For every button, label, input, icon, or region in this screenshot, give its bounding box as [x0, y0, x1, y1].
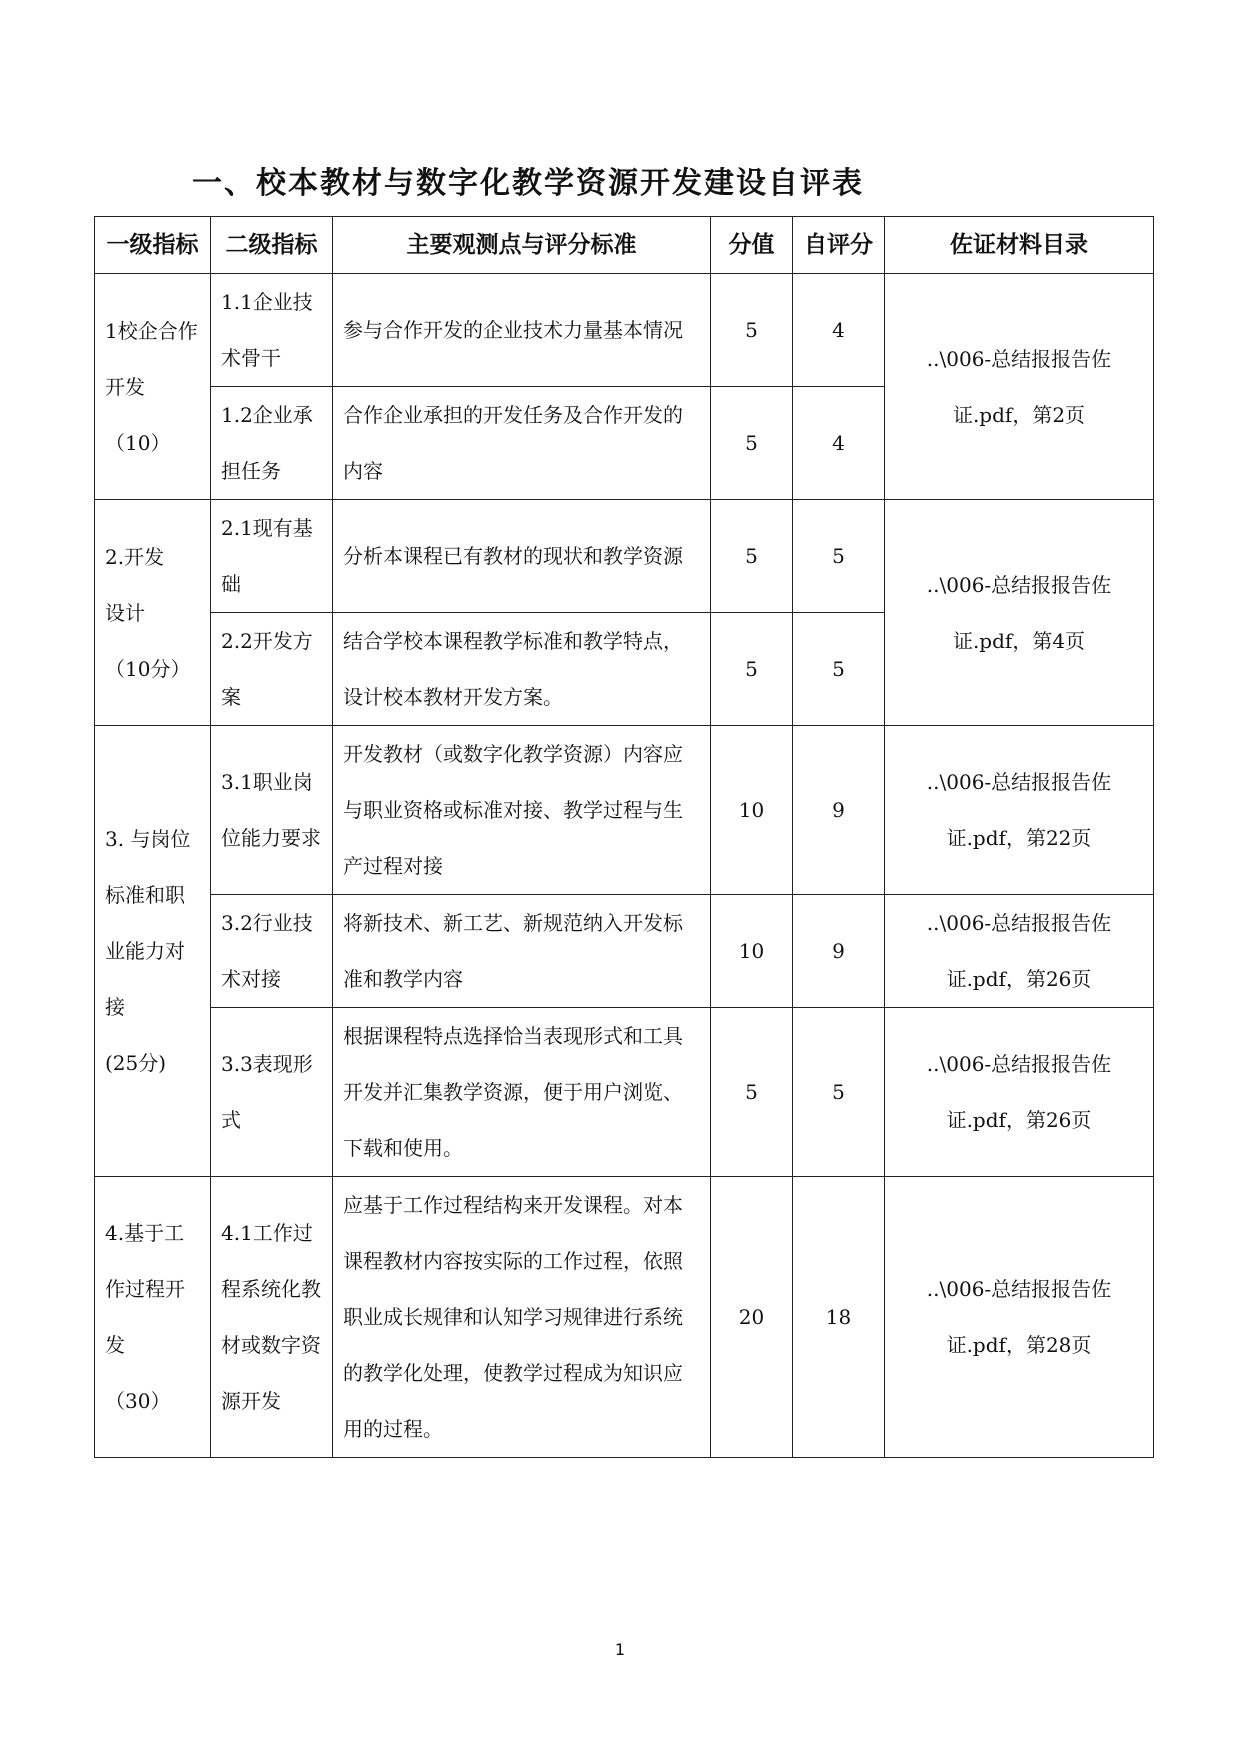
self-score-cell: 9 [793, 726, 885, 895]
self-score-cell: 5 [793, 613, 885, 726]
score-cell: 5 [711, 387, 793, 500]
self-evaluation-table [94, 216, 1154, 1458]
criteria-cell: 参与合作开发的企业技术力量基本情况 [333, 274, 711, 387]
evidence-link[interactable]: ..\006-总结报报告佐 证.pdf，第4页 [885, 500, 1154, 726]
level2-indicator: 3.1职业岗 位能力要求 [211, 726, 333, 895]
self-score-cell: 18 [793, 1177, 885, 1458]
table-header-row [95, 217, 1154, 274]
header-criteria: 主要观测点与评分标准 [333, 217, 711, 274]
level1-indicator: 1校企合作 开发（10） [95, 274, 211, 500]
header-self-score: 自评分 [793, 217, 885, 274]
table-row [95, 895, 1154, 1008]
table-row [95, 726, 1154, 895]
criteria-cell: 开发教材（或数字化教学资源）内容应 与职业资格或标准对接、教学过程与生 产过程对接 [333, 726, 711, 895]
criteria-cell: 将新技术、新工艺、新规范纳入开发标 准和教学内容 [333, 895, 711, 1008]
header-evidence: 佐证材料目录 [885, 217, 1154, 274]
criteria-cell: 根据课程特点选择恰当表现形式和工具 开发并汇集教学资源，便于用户浏览、 下载和使用。 [333, 1008, 711, 1177]
evidence-link[interactable]: ..\006-总结报报告佐 证.pdf，第28页 [885, 1177, 1154, 1458]
header-level1: 一级指标 [95, 217, 211, 274]
self-score-cell: 4 [793, 387, 885, 500]
score-cell: 10 [711, 895, 793, 1008]
level1-indicator: 2.开发 设计 （10分） [95, 500, 211, 726]
score-cell: 5 [711, 274, 793, 387]
self-score-cell: 5 [793, 1008, 885, 1177]
level1-indicator: 4.基于工 作过程开 发 （30） [95, 1177, 211, 1458]
score-cell: 5 [711, 500, 793, 613]
score-cell: 20 [711, 1177, 793, 1458]
criteria-cell: 结合学校本课程教学标准和教学特点， 设计校本教材开发方案。 [333, 613, 711, 726]
table-row [95, 500, 1154, 613]
header-score: 分值 [711, 217, 793, 274]
evidence-link[interactable]: ..\006-总结报报告佐 证.pdf，第22页 [885, 726, 1154, 895]
self-score-cell: 5 [793, 500, 885, 613]
table-row [95, 1177, 1154, 1458]
level1-indicator: 3. 与岗位 标准和职 业能力对 接 (25分) [95, 726, 211, 1177]
criteria-cell: 合作企业承担的开发任务及合作开发的 内容 [333, 387, 711, 500]
level2-indicator: 1.1企业技 术骨干 [211, 274, 333, 387]
criteria-cell: 应基于工作过程结构来开发课程。对本 课程教材内容按实际的工作过程，依照 职业成长规律和认知学习规律进行系统 的教学化处理，使教学过程成为知识应 用的过程。 [333, 1177, 711, 1458]
level2-indicator: 4.1工作过 程系统化教 材或数字资 源开发 [211, 1177, 333, 1458]
level2-indicator: 3.2行业技 术对接 [211, 895, 333, 1008]
level2-indicator: 2.2开发方 案 [211, 613, 333, 726]
evidence-link[interactable]: ..\006-总结报报告佐 证.pdf，第26页 [885, 1008, 1154, 1177]
self-score-cell: 9 [793, 895, 885, 1008]
table-row [95, 274, 1154, 387]
score-cell: 5 [711, 1008, 793, 1177]
evidence-link[interactable]: ..\006-总结报报告佐 证.pdf，第26页 [885, 895, 1154, 1008]
page-number: 1 [614, 1640, 626, 1659]
table-row [95, 1008, 1154, 1177]
level2-indicator: 2.1现有基 础 [211, 500, 333, 613]
level2-indicator: 3.3表现形 式 [211, 1008, 333, 1177]
page-title: 一、校本教材与数字化教学资源开发建设自评表 [192, 166, 864, 201]
score-cell: 5 [711, 613, 793, 726]
evidence-link[interactable]: ..\006-总结报报告佐 证.pdf，第2页 [885, 274, 1154, 500]
score-cell: 10 [711, 726, 793, 895]
criteria-cell: 分析本课程已有教材的现状和教学资源 [333, 500, 711, 613]
level2-indicator: 1.2企业承 担任务 [211, 387, 333, 500]
self-score-cell: 4 [793, 274, 885, 387]
header-level2: 二级指标 [211, 217, 333, 274]
